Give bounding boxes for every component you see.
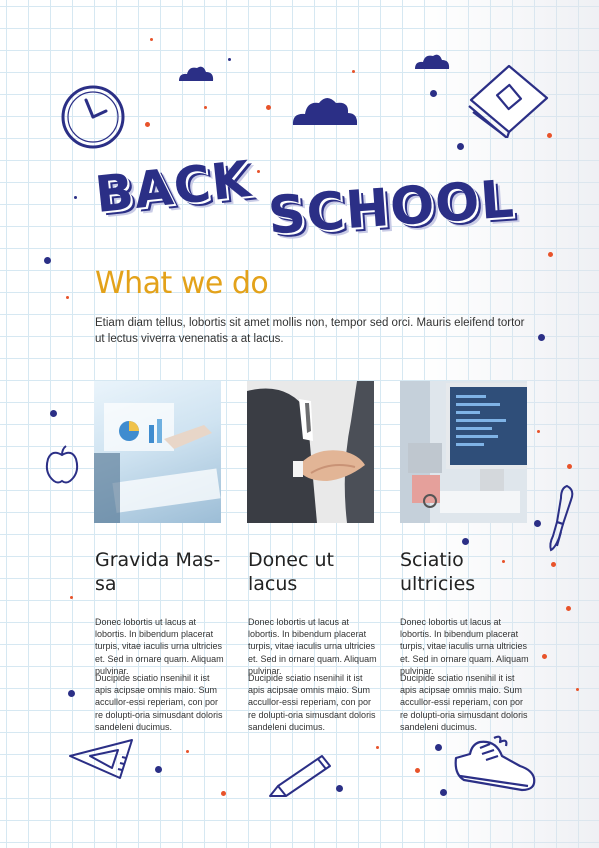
decorative-dot [576,688,579,691]
column-paragraph: Ducipide sciatio nsenihil it ist apis acipsae omnis maio. Sum accullor-essi reperiam, con por re dolupti-oria simusdant doloris sandeleni ducimus. [95,673,223,732]
decorative-dot [538,334,545,341]
pencil-icon [266,750,336,798]
column-paragraph: Donec lobortis ut lacus at lobortis. In bibendum placerat turpis, vitae iaculis urna ultricies et. Sed in ornare quam. Aliquam pulvinar. [248,617,377,676]
cloud-icon [177,64,215,82]
handshake-photo [247,381,374,523]
decorative-dot [74,196,77,199]
column-title: Sciatio ultricies [400,549,476,595]
decorative-dot [150,38,153,41]
paintbrush-icon [545,484,579,552]
decorative-dot [566,606,571,611]
decorative-dot [415,768,420,773]
title-back: BACK [92,149,254,225]
sneaker-icon [450,734,540,794]
decorative-dot [457,143,464,150]
decorative-dot [440,789,447,796]
decorative-dot [221,791,226,796]
decorative-dot [228,58,231,61]
decorative-dot [145,122,150,127]
decorative-dot [186,750,189,753]
clock-icon [60,84,126,150]
decorative-dot [551,562,556,567]
decorative-dot [266,105,271,110]
cloud-icon [413,52,451,70]
apple-icon [44,445,80,485]
decorative-dot [547,133,552,138]
section-heading: What we do [95,266,269,301]
column-title: Donec ut lacus [248,549,334,595]
decorative-dot [336,785,343,792]
column-paragraph: Donec lobortis ut lacus at lobortis. In bibendum placerat turpis, vitae iaculis urna ultricies et. Sed in ornare quam. Aliquam pulvinar. [400,617,529,676]
computer-desk-photo [400,381,527,523]
decorative-dot [204,106,207,109]
column-paragraph: Ducipide sciatio nsenihil it ist apis acipsae omnis maio. Sum accullor-essi reperiam, con por re dolupti-oria simusdant doloris sandeleni ducimus. [400,673,528,732]
decorative-dot [70,596,73,599]
decorative-dot [50,410,57,417]
decorative-dot [430,90,437,97]
decorative-dot [537,430,540,433]
decorative-dot [548,252,553,257]
decorative-dot [567,464,572,469]
decorative-dot [462,538,469,545]
title-school: SCHOOL [266,169,517,247]
decorative-dot [376,746,379,749]
ruler-triangle-icon [66,736,136,780]
decorative-dot [44,257,51,264]
decorative-dot [542,654,547,659]
intro-paragraph: Etiam diam tellus, lobortis sit amet mollis non, tempor sed orci. Mauris eleifend tortor ut lectus viverra venenatis a at lacus. [95,317,525,345]
decorative-dot [257,170,260,173]
decorative-dot [155,766,162,773]
decorative-dot [435,744,442,751]
decorative-dot [66,296,69,299]
decorative-dot [68,690,75,697]
cloud-icon [291,93,359,126]
book-icon [465,60,551,138]
decorative-dot [534,520,541,527]
column-paragraph: Ducipide sciatio nsenihil it ist apis acipsae omnis maio. Sum accullor-essi reperiam, con por re dolupti-oria simusdant doloris sandeleni ducimus. [248,673,376,732]
column-paragraph: Donec lobortis ut lacus at lobortis. In bibendum placerat turpis, vitae iaculis urna ultricies et. Sed in ornare quam. Aliquam pulvinar. [95,617,224,676]
decorative-dot [352,70,355,73]
business-charts-photo [94,381,221,523]
column-title: Gravida Mas- sa [95,549,221,595]
